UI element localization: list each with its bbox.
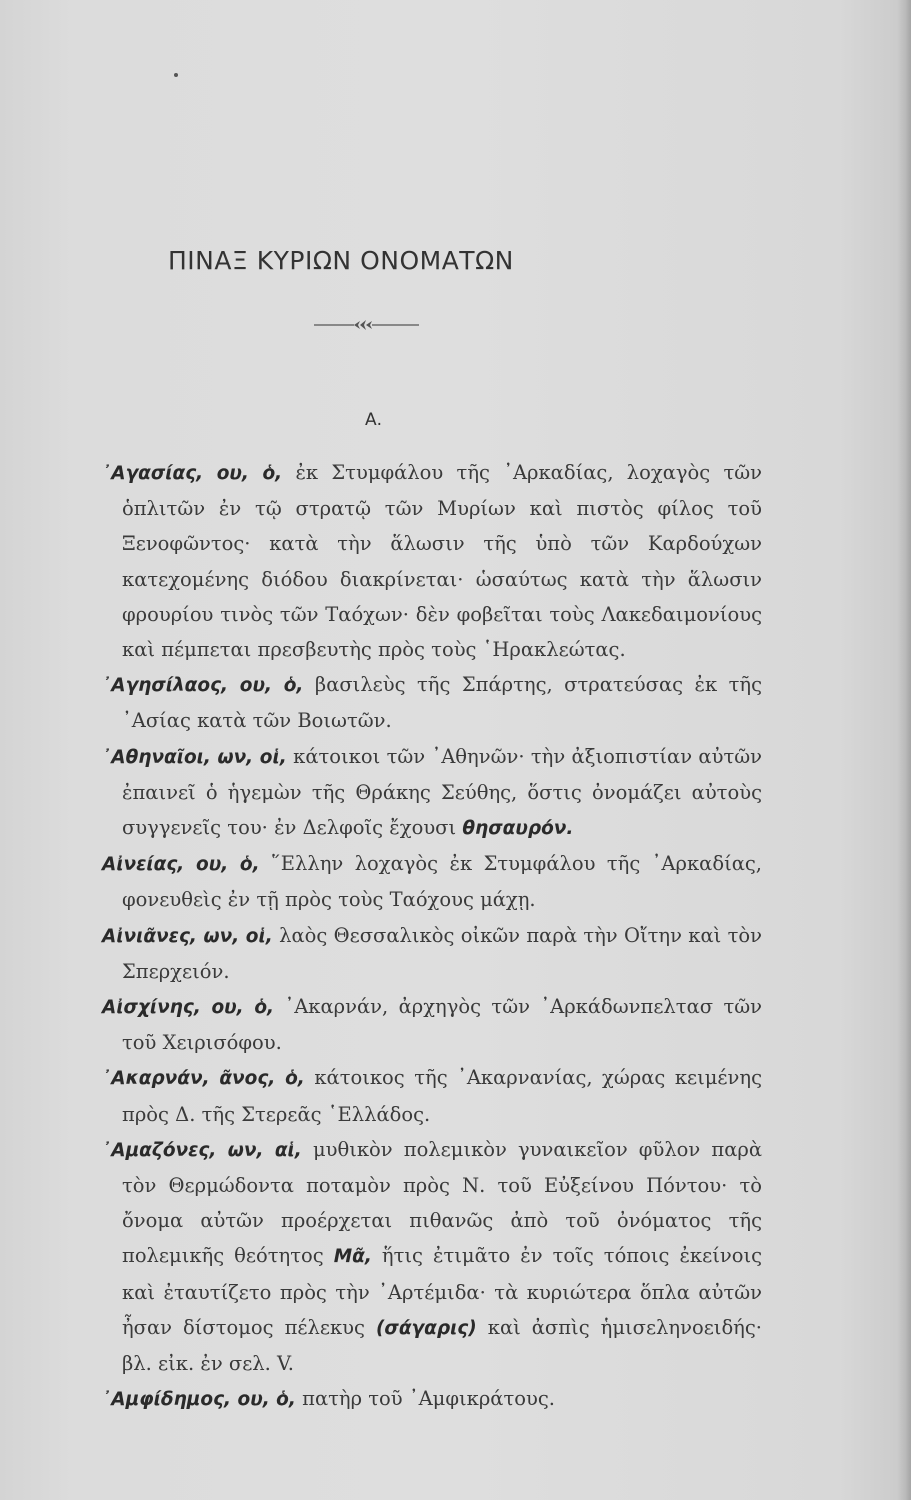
entry-emphasis: θησαυρόν.: [462, 818, 574, 840]
ink-speck: [174, 73, 178, 77]
entry-headword: ᾿Αγασίας, ου, ὁ,: [102, 463, 283, 484]
page-edge-shadow: [897, 0, 911, 1500]
entry-text: μυθικὸν πολεμικὸν γυναικεῖον φῦλον παρὰ τὸν Θερμώδοντα ποταμὸν πρὸς Ν. τοῦ Εὐξείνου Πόντου· τὸ ὄνομα αὐτῶν προέρχεται πιθανῶς ἀπὸ τοῦ ὀνόματος τῆς πολεμικῆς θεότητος: [122, 1137, 763, 1268]
entry-headword: Αἰνείας, ου, ὁ,: [102, 854, 260, 876]
entry-headword: ᾿Αμαζόνες, ων, αἱ,: [102, 1139, 302, 1161]
entry-emphasis: Μᾶ,: [333, 1246, 372, 1268]
entry-headword: ᾿Ακαρνάν, ᾶνος, ὁ,: [102, 1068, 305, 1090]
index-entry: [102, 667, 762, 738]
index-entry: [102, 1132, 763, 1381]
entry-text: πατὴρ τοῦ ᾿Αμφικράτους.: [302, 1387, 555, 1411]
index-entry: [102, 1060, 762, 1131]
index-entry: [102, 739, 763, 847]
section-letter-alpha: Α.: [365, 410, 383, 430]
entry-text: ἥτις ἐτιμᾶτο ἐν τοῖς τόποις ἐκείνοις καὶ ἐταυτίζετο πρὸς τὴν ᾿Αρτέμιδα· τὰ κυριώτερα ὅπλα αὐτῶν ἦσαν δίστομος πέλεκυς: [122, 1244, 763, 1339]
entry-emphasis: (σάγαρις): [375, 1317, 477, 1339]
index-title: ΠΙΝΑΞ ΚΥΡΙΩΝ ΟΝΟΜΑΤΩΝ: [168, 246, 514, 275]
index-entry: [102, 846, 762, 917]
entry-headword: ᾿Αμφίδημος, ου, ὁ,: [102, 1389, 296, 1411]
entry-text: κάτοικος τῆς ᾿Ακαρνανίας, χώρας κειμένης πρὸς Δ. τῆς Στερεᾶς ῾Ελλάδος.: [122, 1066, 762, 1126]
index-entry: [102, 989, 762, 1060]
entry-text: βασιλεὺς τῆς Σπάρτης, στρατεύσας ἐκ τῆς ᾿Ασίας κατὰ τῶν Βοιωτῶν.: [122, 673, 762, 733]
entry-headword: ᾿Αθηναῖοι, ων, οἱ,: [102, 746, 287, 768]
divider-ornament-icon: [314, 318, 419, 332]
entry-text: ἐκ Στυμφάλου τῆς ᾿Αρκαδίας, λοχαγὸς τῶν ὁπλιτῶν ἐν τῷ στρατῷ τῶν Μυρίων καὶ πιστὸς φίλος τοῦ Ξενοφῶντος· κατὰ τὴν ἅλωσιν τῆς ὑπὸ τῶν Καρδούχων κατεχομένης διόδου διακρίνεται· ὡσαύτως κατὰ τὴν ἅλωσιν φρουρίου τινὸς τῶν Ταόχων· δὲν φοβεῖται τοὺς Λακεδαιμονίους καὶ πέμπεται πρεσβευτὴς πρὸς τοὺς ῾Ηρακλεώτας.: [122, 461, 762, 662]
index-entries: [102, 455, 762, 1417]
entry-headword: Αἰσχίνης, ου, ὁ,: [102, 997, 275, 1019]
entry-text: ῞Ελλην λοχαγὸς ἐκ Στυμφάλου τῆς ᾿Αρκαδίας, φονευθεὶς ἐν τῇ πρὸς τοὺς Ταόχους μάχῃ.: [122, 852, 762, 912]
entry-text: καὶ ἀσπὶς ἡμισεληνοειδής· βλ. εἰκ. ἐν σελ. V.: [122, 1315, 762, 1376]
entry-headword: ᾿Αγησίλαος, ου, ὁ,: [102, 675, 304, 697]
entry-headword: Αἰνιᾶνες, ων, οἱ,: [102, 925, 273, 947]
entry-text: λαὸς Θεσσαλικὸς οἰκῶν παρὰ τὴν Οἴτην καὶ τὸν Σπερχειόν.: [122, 923, 763, 983]
entry-text: ᾿Ακαρνάν, ἀρχηγὸς τῶν ᾿Αρκάδωνπελτασ τῶν τοῦ Χειρισόφου.: [122, 995, 762, 1055]
index-entry: [102, 918, 763, 989]
index-entry: [102, 455, 762, 667]
entry-text: κάτοικοι τῶν ᾿Αθηνῶν· τὴν ἀξιοπιστίαν αὐτῶν ἐπαινεῖ ὁ ἡγεμὼν τῆς Θράκης Σεύθης, ὅστις ὀνομάζει αὐτοὺς συγγενεῖς του· ἐν Δελφοῖς ἔχουσι: [122, 744, 763, 840]
index-entry: [102, 1381, 762, 1417]
